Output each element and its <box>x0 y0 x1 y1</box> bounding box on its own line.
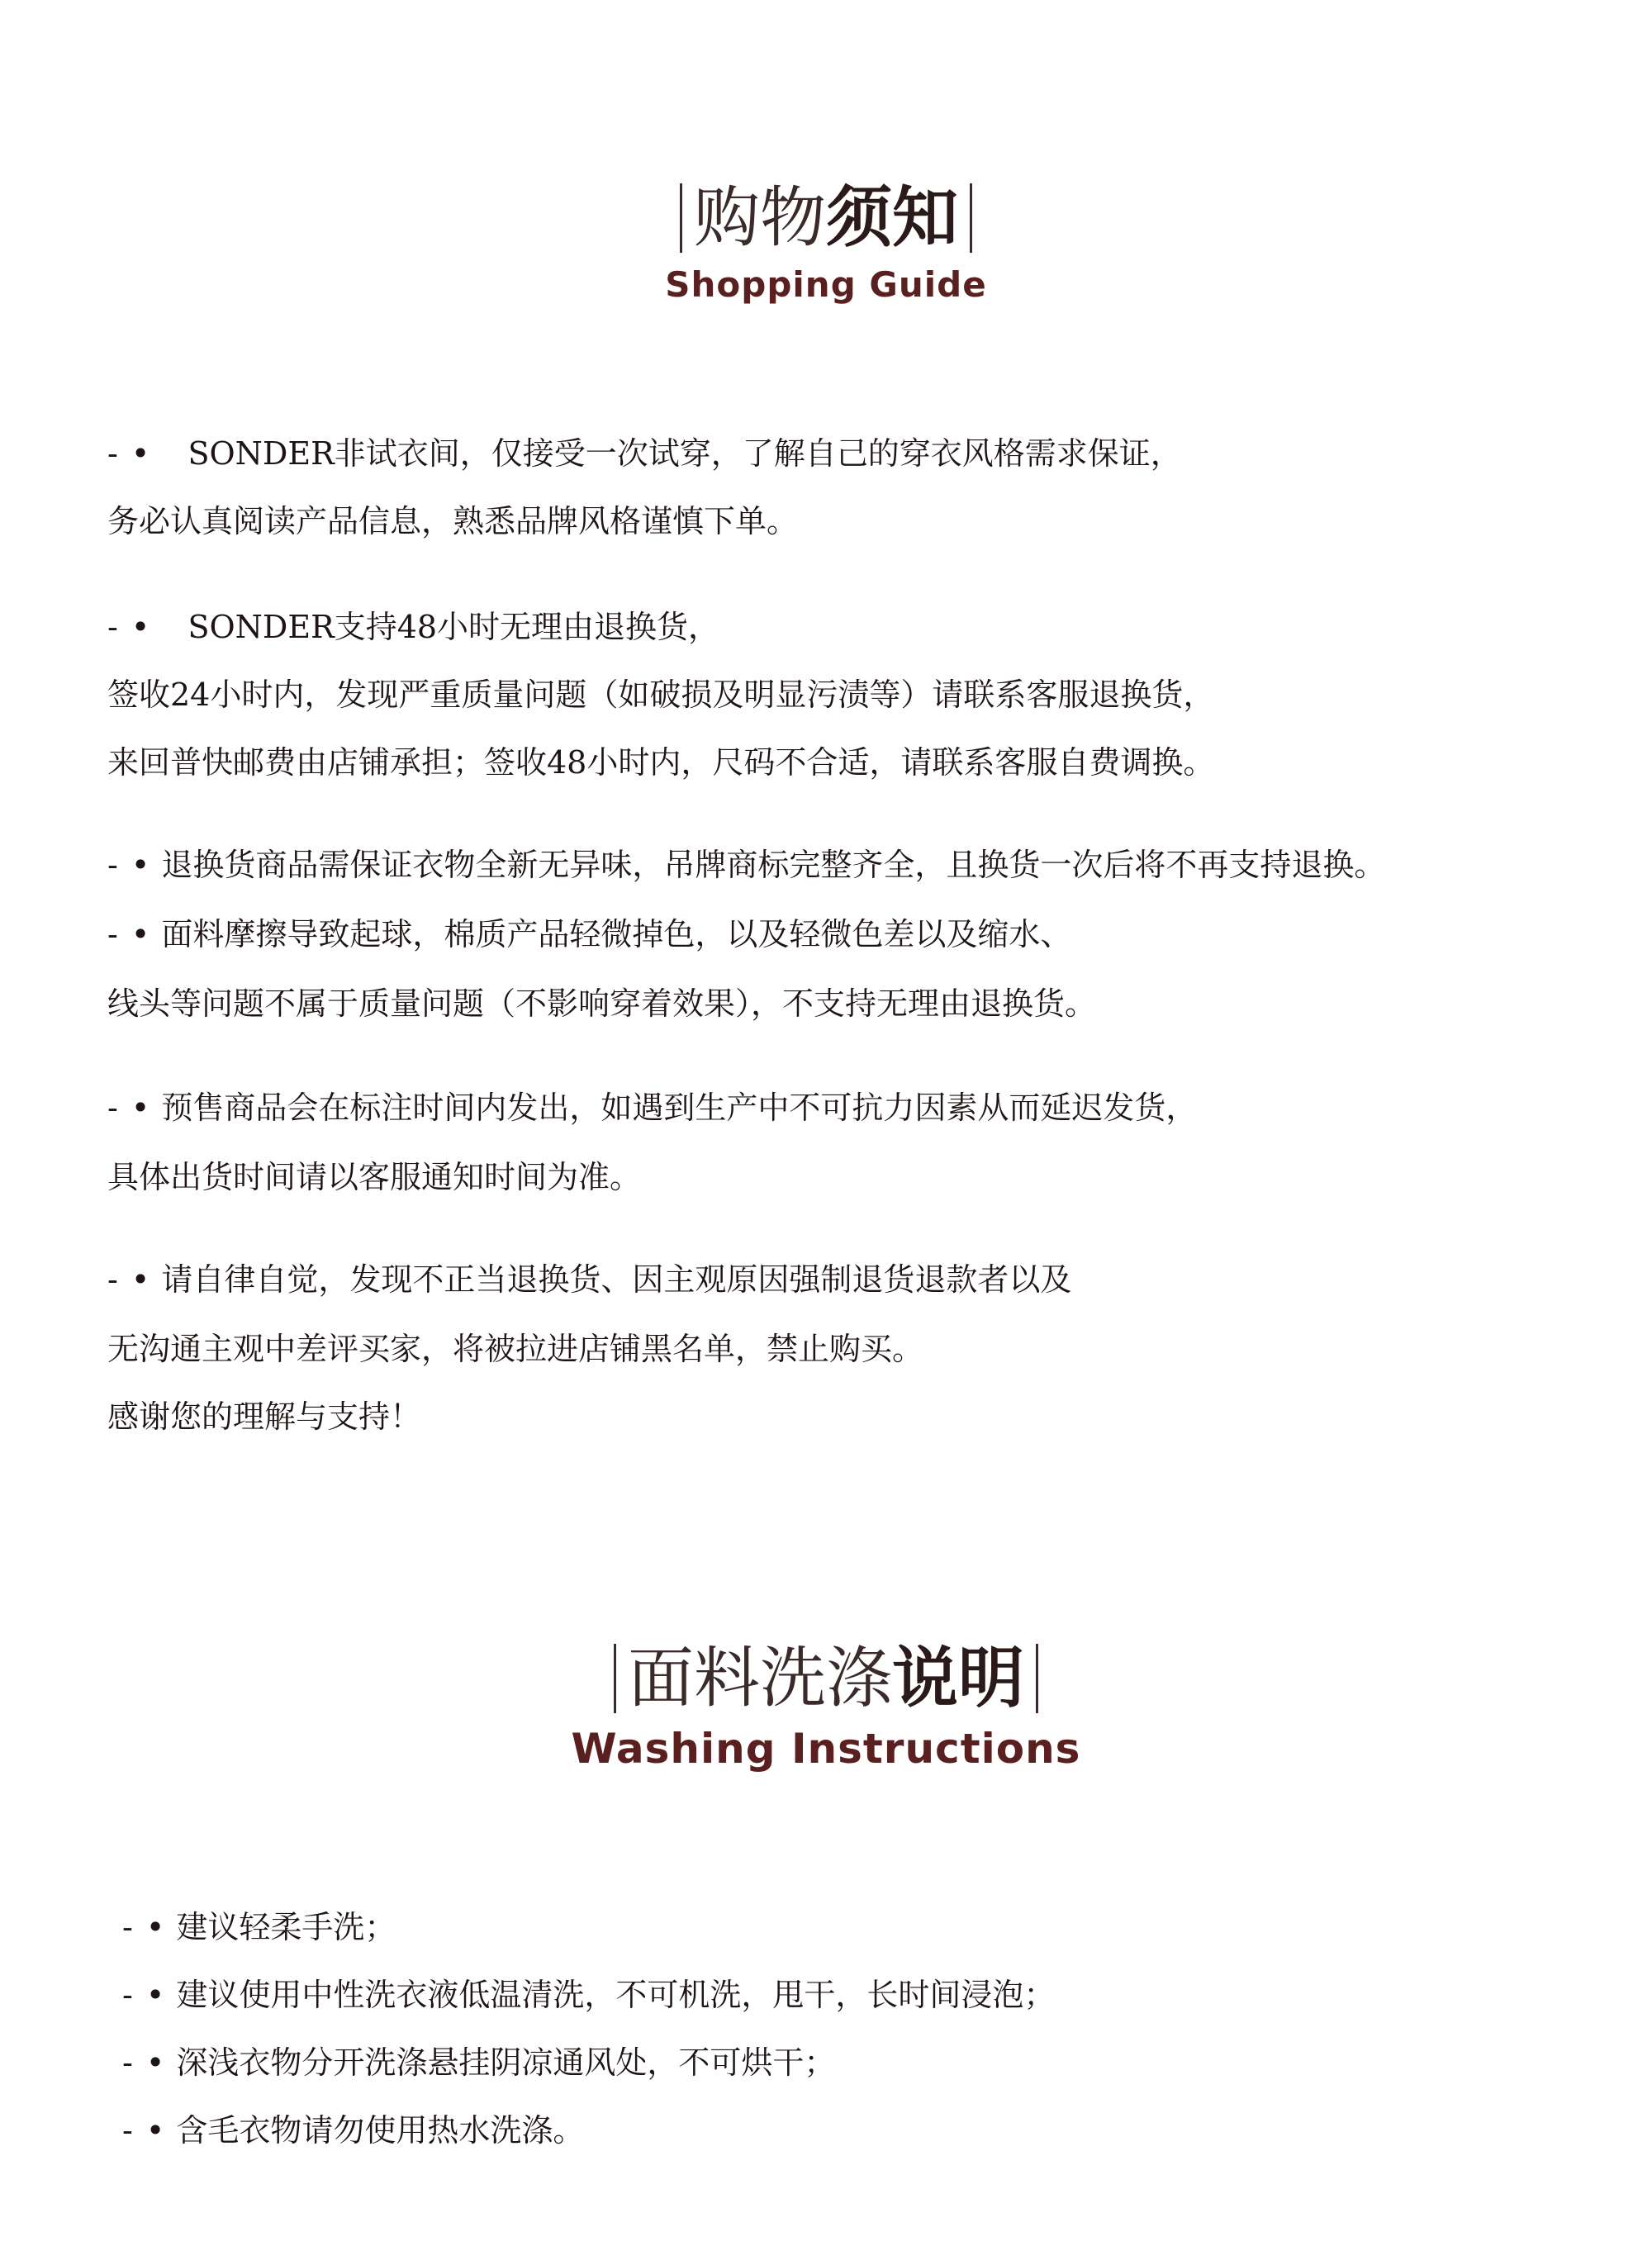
bullet-marker: - • <box>122 1909 167 1945</box>
shopping-item-text: 面料摩擦导致起球，棉质产品轻微掉色，以及轻微色差以及缩水、 <box>161 916 1072 952</box>
washing-instructions-header <box>0 1640 1652 1773</box>
bullet-marker: - • <box>107 435 152 472</box>
bullet-marker: - • <box>107 609 152 645</box>
shopping-item-text: 退换货商品需保证衣物全新无异味，吊牌商标完整齐全，且换货一次后将不再支持退换。 <box>161 847 1386 883</box>
washing-item-text: 含毛衣物请勿使用热水洗涤。 <box>176 2112 585 2149</box>
title-divider-right <box>970 183 972 253</box>
bullet-marker: - • <box>107 916 152 952</box>
bullet-marker: - • <box>107 1090 152 1126</box>
shopping-item-3-line-1 <box>107 849 1385 881</box>
shopping-item-text: 预售商品会在标注时间内发出，如遇到生产中不可抗力因素从而延迟发货， <box>161 1090 1198 1126</box>
shopping-item-1-line-2: 务必认真阅读产品信息，熟悉品牌风格谨慎下单。 <box>107 503 799 539</box>
washing-item-4 <box>122 2112 585 2149</box>
shopping-guide-subtitle: Shopping Guide <box>665 264 987 305</box>
shopping-item-text: SONDER支持48小时无理由退换货， <box>188 609 720 645</box>
shopping-item-6-line-3: 感谢您的理解与支持！ <box>107 1398 422 1435</box>
washing-title-bold: 说明 <box>892 1640 1024 1717</box>
shopping-item-1-line-1 <box>107 435 1182 472</box>
washing-instructions-subtitle: Washing Instructions <box>571 1725 1081 1773</box>
shopping-item-4-line-1 <box>107 916 1072 952</box>
shopping-title-bold: 须知 <box>826 179 958 256</box>
title-divider-left <box>680 183 682 253</box>
washing-item-2 <box>122 1979 1055 2011</box>
shopping-item-text: 请自律自觉，发现不正当退换货、因主观原因强制退货退款者以及 <box>161 1261 1072 1298</box>
shopping-item-2-line-3: 来回普快邮费由店铺承担；签收48小时内，尺码不合适，请联系客服自费调换。 <box>107 744 1215 781</box>
washing-item-3 <box>122 2044 836 2081</box>
title-divider-right <box>1036 1644 1038 1713</box>
shopping-item-text: SONDER非试衣间，仅接受一次试穿，了解自己的穿衣风格需求保证， <box>188 435 1182 472</box>
shopping-item-5-line-2: 具体出货时间请以客服通知时间为准。 <box>107 1159 642 1195</box>
shopping-item-2-line-2: 签收24小时内，发现严重质量问题（如破损及明显污渍等）请联系客服退换货， <box>107 677 1215 713</box>
washing-instructions-title <box>602 1640 1050 1717</box>
shopping-item-4-line-2: 线头等问题不属于质量问题（不影响穿着效果），不支持无理由退换货。 <box>107 985 1097 1022</box>
bullet-marker: - • <box>122 1977 167 2013</box>
shopping-guide-header <box>0 179 1652 305</box>
washing-item-text: 建议使用中性洗衣液低温清洗，不可机洗，甩干，长时间浸泡； <box>176 1977 1056 2013</box>
washing-item-text: 深浅衣物分开洗涤悬挂阴凉通风处，不可烘干； <box>176 2044 836 2081</box>
bullet-marker: - • <box>122 2112 167 2149</box>
title-divider-left <box>614 1644 616 1713</box>
shopping-guide-title <box>668 179 984 256</box>
washing-item-text: 建议轻柔手洗； <box>176 1909 396 1945</box>
shopping-item-2-line-1 <box>107 611 719 643</box>
bullet-marker: - • <box>107 1261 152 1298</box>
shopping-item-6-line-2: 无沟通主观中差评买家，将被拉进店铺黑名单，禁止购买。 <box>107 1331 924 1367</box>
washing-title-thin: 面料洗涤 <box>628 1640 892 1717</box>
shopping-item-5-line-1 <box>107 1090 1198 1126</box>
washing-item-1 <box>122 1911 396 1943</box>
bullet-marker: - • <box>122 2044 167 2081</box>
shopping-title-thin: 购物 <box>694 179 826 256</box>
shopping-item-6-line-1 <box>107 1261 1072 1298</box>
bullet-marker: - • <box>107 847 152 883</box>
